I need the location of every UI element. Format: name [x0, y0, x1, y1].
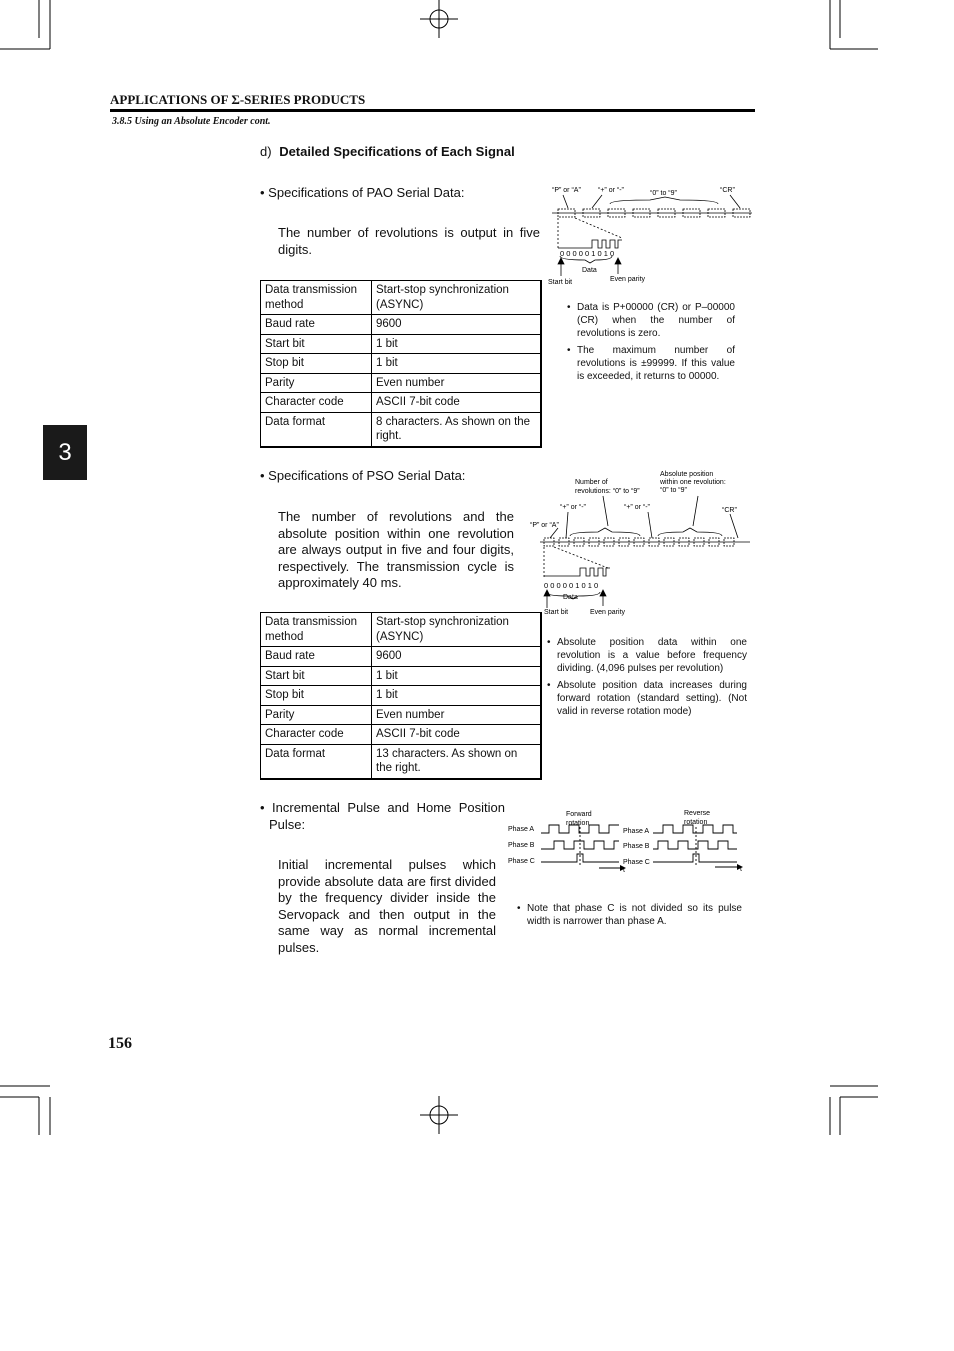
- pso-label-revs-1: Number of: [575, 479, 608, 486]
- pso-label-pa: “P” or “A”: [530, 522, 559, 529]
- table-row: Parity Even number: [261, 705, 542, 725]
- table-row: Baud rate 9600: [261, 315, 542, 335]
- running-header-subtitle: 3.8.5 Using an Absolute Encoder cont.: [112, 116, 271, 127]
- pao-label-data: Data: [582, 267, 597, 274]
- list-item: • Absolute position data within one revolution is a value before frequency dividing. (4,096 pulses per revolution): [547, 636, 747, 675]
- pso-spec-table: [260, 612, 542, 780]
- reverse-label-1: Reverse: [684, 810, 711, 817]
- forward-label-1: Forward: [566, 811, 592, 818]
- table-row: Start bit 1 bit: [261, 666, 542, 686]
- rev-phase-a-label: Phase A: [623, 828, 650, 835]
- pso-label-sign1: “+” or “-”: [560, 504, 586, 511]
- pso-notes: [547, 636, 747, 722]
- pso-label-sign2: “+” or “-”: [624, 504, 650, 511]
- fwd-phase-b-label: Phase B: [508, 842, 535, 849]
- table-row: Data transmission method Start-stop synchronization (ASYNC): [261, 613, 542, 647]
- pso-bullet: • Specifications of PSO Serial Data:: [260, 468, 466, 483]
- pso-label-revs-2: revolutions: “0” to “9”: [575, 488, 640, 495]
- incremental-note: [517, 902, 742, 932]
- pao-paragraph: The number of revolutions is output in five digits.: [278, 225, 540, 257]
- table-row: Stop bit 1 bit: [261, 354, 542, 374]
- pso-label-cr: “CR”: [722, 507, 737, 514]
- pao-frame-diagram: [540, 180, 755, 290]
- pao-label-start: Start bit: [548, 279, 573, 286]
- rev-phase-b-label: Phase B: [623, 843, 650, 850]
- pao-label-cr: “CR”: [720, 187, 735, 194]
- pao-spec-table: [260, 280, 542, 448]
- pao-notes: [567, 301, 735, 387]
- pso-label-data: Data: [563, 594, 578, 601]
- section-heading: [260, 144, 515, 159]
- pao-label-sign: “+” or “-”: [598, 187, 624, 194]
- table-row: Data format 8 characters. As shown on the right.: [261, 412, 542, 447]
- page-number: 156: [108, 1035, 132, 1052]
- fwd-phase-c-label: Phase C: [508, 858, 535, 865]
- pao-label-parity: Even parity: [610, 276, 646, 283]
- table-row: Data transmission method Start-stop synchronization (ASYNC): [261, 281, 542, 315]
- table-row: Stop bit 1 bit: [261, 686, 542, 706]
- reverse-label-2: rotation: [684, 819, 708, 826]
- chapter-tab: 3: [43, 425, 87, 480]
- fwd-phase-a-label: Phase A: [508, 826, 535, 833]
- running-header-title: APPLICATIONS OF Σ-SERIES PRODUCTS: [110, 92, 366, 107]
- pao-bullet: • Specifications of PAO Serial Data:: [260, 185, 465, 200]
- table-row: Character code ASCII 7-bit code: [261, 725, 542, 745]
- pso-paragraph: The number of revolutions and the absolute position within one revolution are always output in five and four digits, respectively. The transmission cycle is approximately 40 ms.: [278, 509, 514, 590]
- pso-bits: 0 0 0 0 0 1 0 1 0: [544, 581, 599, 590]
- pso-label-parity: Even parity: [590, 609, 626, 616]
- incremental-paragraph: Initial incremental pulses which provide absolute data are first divided by the frequency divider inside the Servopack and then output in the same way as normal incremental pulses.: [278, 857, 496, 955]
- section-prefix: d): [260, 144, 272, 159]
- list-item: • Note that phase C is not divided so its pulse width is narrower than phase A.: [517, 902, 742, 928]
- rev-time-label: t: [740, 866, 742, 873]
- fwd-time-label: t: [623, 867, 625, 874]
- table-row: Baud rate 9600: [261, 647, 542, 667]
- pao-bits: 0 0 0 0 0 1 0 1 0: [560, 249, 615, 258]
- header-rule: [110, 109, 755, 112]
- pao-label-digits: “0” to “9”: [650, 190, 677, 197]
- forward-label-2: rotation: [566, 820, 590, 827]
- list-item: • The maximum number of revolutions is ±99999. If this value is exceeded, it returns to 00000.: [567, 344, 735, 383]
- incremental-bullet: • Incremental Pulse and Home Position Pulse:: [260, 800, 505, 832]
- list-item: • Data is P+00000 (CR) or P–00000 (CR) when the number of revolutions is zero.: [567, 301, 735, 340]
- pso-label-abs-1: Absolute position: [660, 471, 714, 478]
- table-row: Parity Even number: [261, 373, 542, 393]
- table-row: Start bit 1 bit: [261, 334, 542, 354]
- section-title: Detailed Specifications of Each Signal: [279, 144, 515, 159]
- pso-frame-diagram: [528, 466, 754, 618]
- rev-phase-c-label: Phase C: [623, 859, 650, 866]
- pso-label-start: Start bit: [544, 609, 569, 616]
- pso-label-abs-3: “0” to “9”: [660, 487, 687, 494]
- table-row: Character code ASCII 7-bit code: [261, 393, 542, 413]
- pao-label-pa: “P” or “A”: [552, 187, 581, 194]
- list-item: • Absolute position data increases during forward rotation (standard setting). (Not valid in reverse rotation mode): [547, 679, 747, 718]
- phase-pulse-diagram: [505, 805, 745, 877]
- pso-label-abs-2: within one revolution:: [660, 479, 726, 486]
- table-row: Data format 13 characters. As shown on the right.: [261, 744, 542, 779]
